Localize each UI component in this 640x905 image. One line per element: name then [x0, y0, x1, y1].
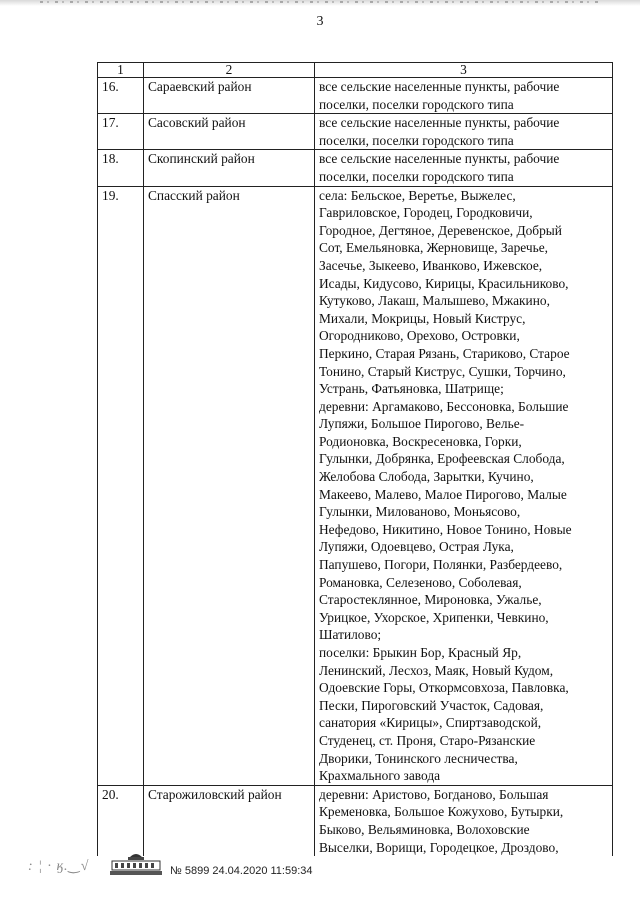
- settlements-line: Городное, Дегтяное, Деревенское, Добрый: [319, 222, 562, 238]
- table-row: [98, 186, 613, 785]
- settlements-line: Михали, Мокрицы, Новый Киструс,: [319, 310, 526, 326]
- row-number: 18.: [98, 150, 144, 186]
- scan-edge: [0, 0, 640, 6]
- row-number: 16.: [98, 78, 144, 114]
- header-cell-1: 1: [98, 63, 144, 78]
- settlements-line: все сельские населенные пункты, рабочие: [319, 151, 560, 167]
- settlements-line: Гулынки, Добрянка, Ерофеевская Слобода,: [319, 451, 565, 467]
- settlements-line: Перкино, Старая Рязань, Стариково, Старое: [319, 345, 570, 361]
- settlements-line: Кутуково, Лакаш, Малышево, Мжакино,: [319, 293, 550, 309]
- settlements-line: поселки, поселки городского типа: [319, 168, 514, 184]
- settlements-line: Пески, Пироговский Участок, Садовая,: [319, 697, 544, 713]
- settlements-line: Нефедово, Никитино, Новое Тонино, Новые: [319, 521, 572, 537]
- settlements-line: Кременовка, Большое Кожухово, Бутырки,: [319, 804, 564, 820]
- settlements-line: Огородниково, Орехово, Островки,: [319, 328, 520, 344]
- settlements-line: Родионовка, Воскресеновка, Горки,: [319, 433, 522, 449]
- settlements-line: поселки, поселки городского типа: [319, 96, 514, 112]
- settlements-line: села: Бельское, Веретье, Выжелес,: [319, 187, 516, 203]
- settlements-table: [97, 62, 613, 856]
- settlements-line: Лупяжи, Большое Пирогово, Велье-: [319, 416, 525, 432]
- settlements-line: деревни: Аристово, Богданово, Большая: [319, 786, 549, 802]
- settlements-line: Студенец, ст. Проня, Старо-Рязанские: [319, 732, 536, 748]
- emblem-stamp-icon: [108, 851, 164, 877]
- settlements-line: Шатилово;: [319, 627, 382, 643]
- settlements-line: все сельские населенные пункты, рабочие: [319, 115, 560, 131]
- settlements-line: Дворики, Тонинского лесничества,: [319, 750, 518, 766]
- settlements-line: Ленинский, Лесхоз, Маяк, Новый Кудом,: [319, 662, 554, 678]
- settlements-line: Макеево, Малево, Малое Пирогово, Малые: [319, 486, 567, 502]
- settlements-line: Выселки, Ворищи, Городецкое, Дроздово,: [319, 839, 559, 855]
- district-name: Спасский район: [144, 186, 315, 785]
- district-name: Скопинский район: [144, 150, 315, 186]
- settlements-line: Крахмального завода: [319, 768, 441, 784]
- settlements-line: все сельские населенные пункты, рабочие: [319, 79, 560, 94]
- table-row: [98, 114, 613, 150]
- header-cell-2: 2: [144, 63, 315, 78]
- settlements-line: Быково, Вельяминовка, Волоховские: [319, 821, 530, 837]
- row-number: 17.: [98, 114, 144, 150]
- header-cell-3: 3: [315, 63, 613, 78]
- settlements-line: Урицкое, Ухорское, Хрипенки, Чевкино,: [319, 609, 549, 625]
- settlements-list: [315, 78, 613, 114]
- settlements-line: Сот, Емельяновка, Жерновище, Заречье,: [319, 240, 549, 256]
- document-registration-number: № 5899 24.04.2020 11:59:34: [170, 865, 313, 877]
- table-body: [98, 63, 613, 857]
- settlements-line: Лупяжи, Одоевцево, Острая Лука,: [319, 539, 514, 555]
- settlements-list: [315, 114, 613, 150]
- settlements-list: [315, 186, 613, 785]
- settlements-line: Одоевские Горы, Откормсовхоза, Павловка,: [319, 680, 569, 696]
- settlements-line: поселки: Брыкин Бор, Красный Яр,: [319, 645, 522, 660]
- settlements-line: Романовка, Селезеново, Соболевая,: [319, 574, 522, 590]
- settlements-line: Гулынки, Милованово, Моньясово,: [319, 504, 521, 520]
- table-row: [98, 150, 613, 186]
- settlements-line: санатория «Кирицы», Спиртзаводской,: [319, 715, 542, 731]
- settlements-line: Засечье, Зыкеево, Иванково, Ижевское,: [319, 257, 543, 273]
- settlements-line: деревни: Аргамаково, Бессоновка, Большие: [319, 398, 569, 414]
- district-name: Старожиловский район: [144, 785, 315, 856]
- settlements-line: Устрань, Фатьяновка, Шатрище;: [319, 381, 504, 397]
- settlements-line: Тонино, Старый Киструс, Сушки, Торчино,: [319, 363, 566, 379]
- settlements-line: Старостеклянное, Мироновка, Ужалье,: [319, 592, 542, 608]
- settlements-list: [315, 785, 613, 856]
- settlements-line: Гавриловское, Городец, Городковичи,: [319, 205, 533, 221]
- row-number: 20.: [98, 785, 144, 856]
- table-header-row: [98, 63, 613, 78]
- page-number: 3: [316, 14, 324, 29]
- settlements-line: Папушево, Погори, Полянки, Разбердеево,: [319, 557, 563, 573]
- district-name: Сараевский район: [144, 78, 315, 114]
- settlements-list: [315, 150, 613, 186]
- settlements-line: поселки, поселки городского типа: [319, 132, 514, 148]
- handwritten-signature: : ¦ · ӄ.‿√: [28, 859, 90, 874]
- table-row: [98, 785, 613, 856]
- settlements-line: Желобова Слобода, Зарытки, Кучино,: [319, 469, 534, 485]
- settlements-line: Исады, Кидусово, Кирицы, Красильниково,: [319, 275, 569, 291]
- district-name: Сасовский район: [144, 114, 315, 150]
- row-number: 19.: [98, 186, 144, 785]
- table-row: [98, 78, 613, 114]
